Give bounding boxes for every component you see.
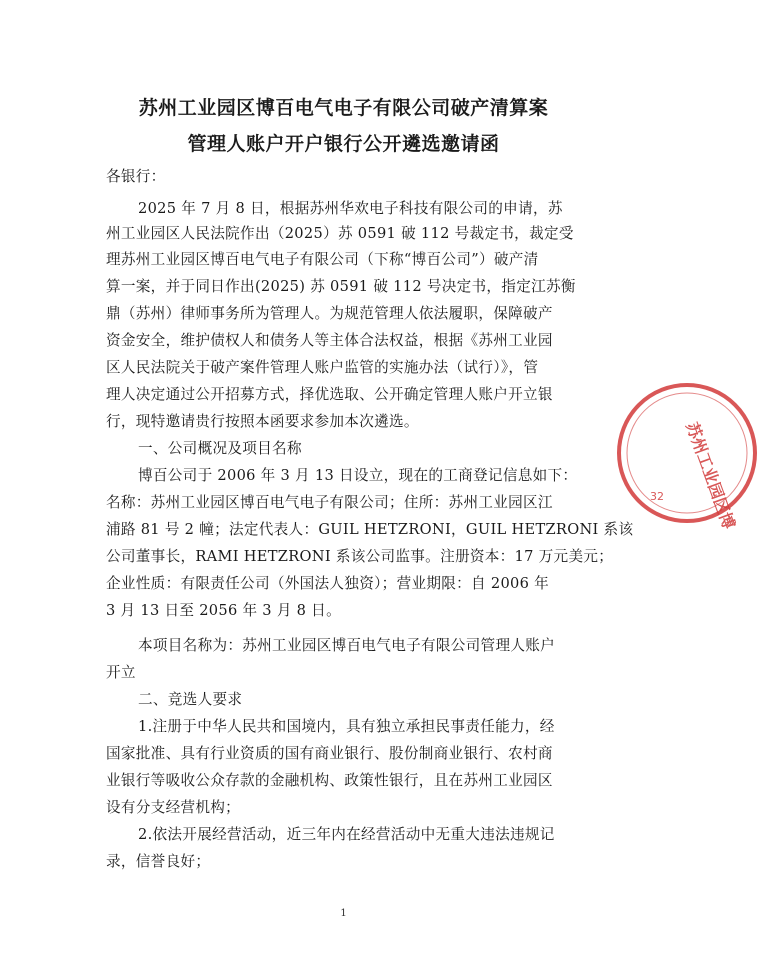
- paragraph-line: 本项目名称为：苏州工业园区博百电气电子有限公司管理人账户: [138, 637, 556, 654]
- paragraph-line: 理人决定通过公开招募方式，择优选取、公开确定管理人账户开立银: [106, 386, 553, 403]
- paragraph-line: 区人民法院关于破产案件管理人账户监管的实施办法（试行）》，管: [106, 359, 539, 376]
- paragraph-line: 公司董事长，RAMI HETZRONI 系该公司监事。注册资本：17 万元美元；: [106, 548, 614, 565]
- paragraph-line: 浦路 81 号 2 幢；法定代表人：GUIL HETZRONI，GUIL HETZRONI 系该: [106, 521, 634, 538]
- paragraph-line: 国家批准、具有行业资质的国有商业银行、股份制商业银行、农村商: [106, 745, 553, 762]
- paragraph-line: 州工业园区人民法院作出（2025）苏 0591 破 112 号裁定书，裁定受: [106, 225, 574, 242]
- paragraph-line: 3 月 13 日至 2056 年 3 月 8 日。: [106, 602, 341, 619]
- paragraph-line: 资金安全，维护债权人和债务人等主体合法权益，根据《苏州工业园: [106, 332, 553, 349]
- salutation: 各银行：: [106, 168, 166, 185]
- section-heading-1: 一、公司概况及项目名称: [138, 440, 302, 457]
- paragraph-line: 2.依法开展经营活动，近三年内在经营活动中无重大违法违规记: [138, 826, 555, 843]
- seal-digits: 32: [650, 490, 664, 503]
- seal-inner-ring: [627, 393, 747, 513]
- document-title-line-1: 苏州工业园区博百电气电子有限公司破产清算案: [138, 97, 549, 119]
- paragraph-line: 1.注册于中华人民共和国境内，具有独立承担民事责任能力，经: [138, 718, 555, 735]
- paragraph-line: 业银行等吸收公众存款的金融机构、政策性银行，且在苏州工业园区: [106, 772, 553, 789]
- paragraph-line: 算一案，并于同日作出(2025) 苏 0591 破 112 号决定书，指定江苏衡: [106, 278, 576, 295]
- paragraph-line: 设有分支经营机构；: [106, 799, 241, 816]
- page-number: 1: [340, 908, 347, 919]
- paragraph-line: 企业性质：有限责任公司（外国法人独资）；营业期限：自 2006 年: [106, 575, 550, 592]
- seal-stamp: [612, 378, 762, 532]
- paragraph-line: 行，现特邀请贵行按照本函要求参加本次遴选。: [106, 413, 419, 430]
- paragraph-line: 鼎（苏州）律师事务所为管理人。为规范管理人依法履职，保障破产: [106, 305, 553, 322]
- paragraph-line: 名称：苏州工业园区博百电气电子有限公司；住所：苏州工业园区江: [106, 494, 553, 511]
- paragraph-line: 2025 年 7 月 8 日，根据苏州华欢电子科技有限公司的申请，苏: [138, 200, 563, 217]
- paragraph-line: 开立: [106, 664, 136, 681]
- section-heading-2: 二、竞选人要求: [138, 691, 243, 708]
- seal-outer-ring: [619, 385, 755, 521]
- paragraph-line: 博百公司于 2006 年 3 月 13 日设立，现在的工商登记信息如下：: [138, 467, 578, 484]
- paragraph-line: 理苏州工业园区博百电气电子有限公司（下称“博百公司”）破产清: [106, 251, 539, 268]
- seal-text: 苏州工业园区博: [682, 419, 739, 532]
- document-title-line-2: 管理人账户开户银行公开遴选邀请函: [187, 133, 500, 155]
- paragraph-line: 录，信誉良好；: [106, 853, 211, 870]
